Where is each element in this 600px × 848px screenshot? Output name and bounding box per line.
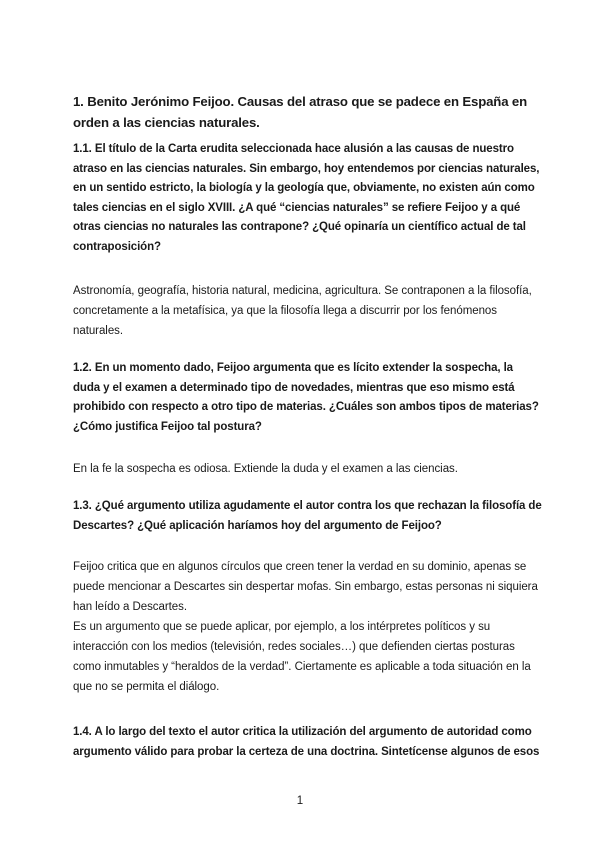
question-1-1: 1.1. El título de la Carta erudita seleccionada hace alusión a las causas de nuestro atraso en las ciencias naturales. Sin embargo, hoy entendemos por ciencias naturales, en un sentido estricto, la biología y la geología que, obviamente, no existen aún como tales ciencias en el siglo XVIII. ¿A qué “ciencias naturales” se refiere Feijoo y a qué otras ciencias no naturales las contrapone? ¿Qué opinaría un científico actual de tal contraposición? [73, 143, 540, 253]
answer-paragraph: Es un argumento que se puede aplicar, por ejemplo, a los intérpretes políticos y su interacción con los medios (televisión, redes sociales…) que defienden ciertas posturas como inmutables y “heraldos de la verdad”. Ciertamente es aplicable a toda situación en la que no se permita el diálogo. [73, 621, 531, 693]
answer-paragraph: Feijoo critica que en algunos círculos que creen tener la verdad en su dominio, apenas se puede mencionar a Descartes sin despertar mofas. Sin embargo, estas personas ni siquiera han leído a Descartes. [73, 561, 538, 613]
answer-paragraph: En la fe la sospecha es odiosa. Extiende la duda y el examen a las ciencias. [73, 463, 458, 475]
question-1-3: 1.3. ¿Qué argumento utiliza agudamente el autor contra los que rechazan la filosofía de Descartes? ¿Qué aplicación haríamos hoy del argumento de Feijoo? [73, 500, 542, 532]
question-1-2: 1.2. En un momento dado, Feijoo argumenta que es lícito extender la sospecha, la duda y el examen a determinado tipo de novedades, mientras que eso mismo está prohibido con respecto a otro tipo de materias. ¿Cuáles son ambos tipos de materias? ¿Cómo justifica Feijoo tal postura? [73, 362, 539, 433]
page-number: 1 [296, 795, 304, 807]
answer-1-1 [73, 281, 543, 341]
section-heading: 1. Benito Jerónimo Feijoo. Causas del atraso que se padece en España en orden a las ciencias naturales. [73, 94, 527, 130]
answer-1-3 [73, 557, 543, 697]
question-1-4: 1.4. A lo largo del texto el autor critica la utilización del argumento de autoridad como argumento válido para probar la certeza de una doctrina. Sintetícense algunos de esos [73, 726, 540, 758]
answer-1-2 [73, 459, 543, 479]
answer-paragraph: Astronomía, geografía, historia natural, medicina, agricultura. Se contraponen a la filosofía, concretamente a la metafísica, ya que la filosofía llega a discurrir por los fenómenos naturales. [73, 285, 532, 337]
